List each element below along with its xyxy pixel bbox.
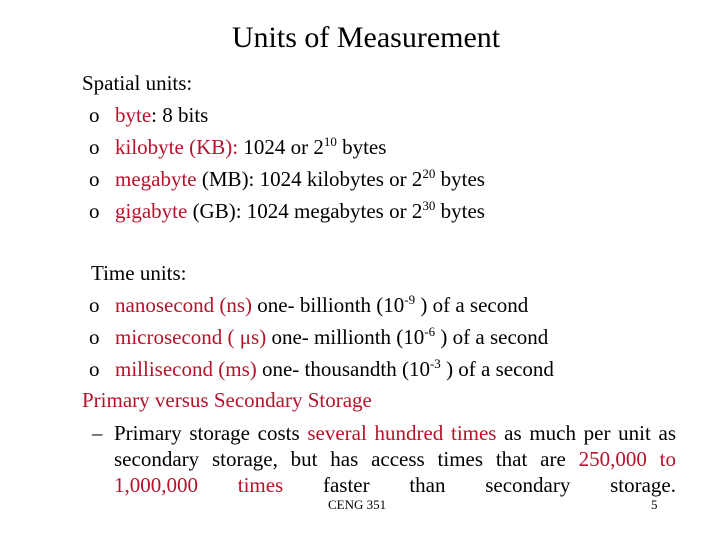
definition: (MB): 1024 kilobytes or 2 bbox=[196, 167, 423, 191]
bullet: o bbox=[89, 325, 100, 349]
exponent: 20 bbox=[422, 166, 436, 181]
definition-tail: bytes bbox=[435, 199, 485, 223]
paragraph-text: Primary storage costs bbox=[114, 421, 308, 445]
time-item-millisecond bbox=[89, 356, 554, 382]
bullet: o bbox=[89, 199, 100, 223]
highlight-text: 250,000 to 1,000,000 times bbox=[114, 447, 676, 497]
spatial-item-kilobyte bbox=[89, 134, 386, 160]
definition: (GB): 1024 megabytes or 2 bbox=[187, 199, 423, 223]
definition: one- billionth (10 bbox=[252, 293, 405, 317]
definition-tail: bytes bbox=[336, 135, 387, 159]
term: byte bbox=[115, 103, 152, 127]
spatial-item-gigabyte bbox=[89, 198, 485, 224]
exponent: 10 bbox=[323, 134, 337, 149]
bullet: o bbox=[89, 167, 100, 191]
term: gigabyte bbox=[115, 199, 188, 223]
term: millisecond (ms) bbox=[115, 357, 257, 381]
bullet: o bbox=[89, 135, 100, 159]
dash-bullet: – bbox=[92, 421, 103, 445]
definition: 1024 or 2 bbox=[238, 135, 324, 159]
paragraph-text: as much per unit as secondary storage, but has access times that are bbox=[114, 421, 677, 471]
bullet: o bbox=[89, 357, 100, 381]
time-item-microsecond bbox=[89, 324, 548, 350]
bullet: o bbox=[89, 103, 100, 127]
definition: : 8 bits bbox=[151, 103, 209, 127]
term: megabyte bbox=[115, 167, 197, 191]
term: nanosecond (ns) bbox=[115, 293, 253, 317]
definition-tail: ) of a second bbox=[440, 357, 554, 381]
definition: one- millionth (10 bbox=[266, 325, 425, 349]
exponent: -6 bbox=[424, 324, 436, 339]
definition-tail: bytes bbox=[435, 167, 485, 191]
spatial-item-byte bbox=[89, 102, 208, 128]
slide-title: Units of Measurement bbox=[231, 21, 501, 54]
exponent: 30 bbox=[422, 198, 436, 213]
bullet: o bbox=[89, 293, 100, 317]
exponent: -3 bbox=[429, 356, 441, 371]
term: kilobyte (KB): bbox=[115, 135, 239, 159]
storage-heading: Primary versus Secondary Storage bbox=[82, 388, 372, 412]
time-heading: Time units: bbox=[91, 261, 187, 285]
footer-course: CENG 351 bbox=[328, 497, 387, 512]
spatial-item-megabyte bbox=[89, 166, 485, 192]
exponent: -9 bbox=[404, 292, 416, 307]
highlight-text: several hundred times bbox=[307, 421, 497, 445]
time-item-nanosecond bbox=[89, 292, 528, 318]
definition: one- thousandth (10 bbox=[256, 357, 430, 381]
term: microsecond ( μs) bbox=[115, 325, 267, 349]
paragraph-text: faster than secondary storage. bbox=[283, 473, 676, 497]
definition-tail: ) of a second bbox=[415, 293, 529, 317]
spatial-heading: Spatial units: bbox=[82, 71, 193, 95]
page-number: 5 bbox=[651, 497, 658, 512]
storage-paragraph bbox=[114, 420, 676, 498]
definition-tail: ) of a second bbox=[435, 325, 549, 349]
